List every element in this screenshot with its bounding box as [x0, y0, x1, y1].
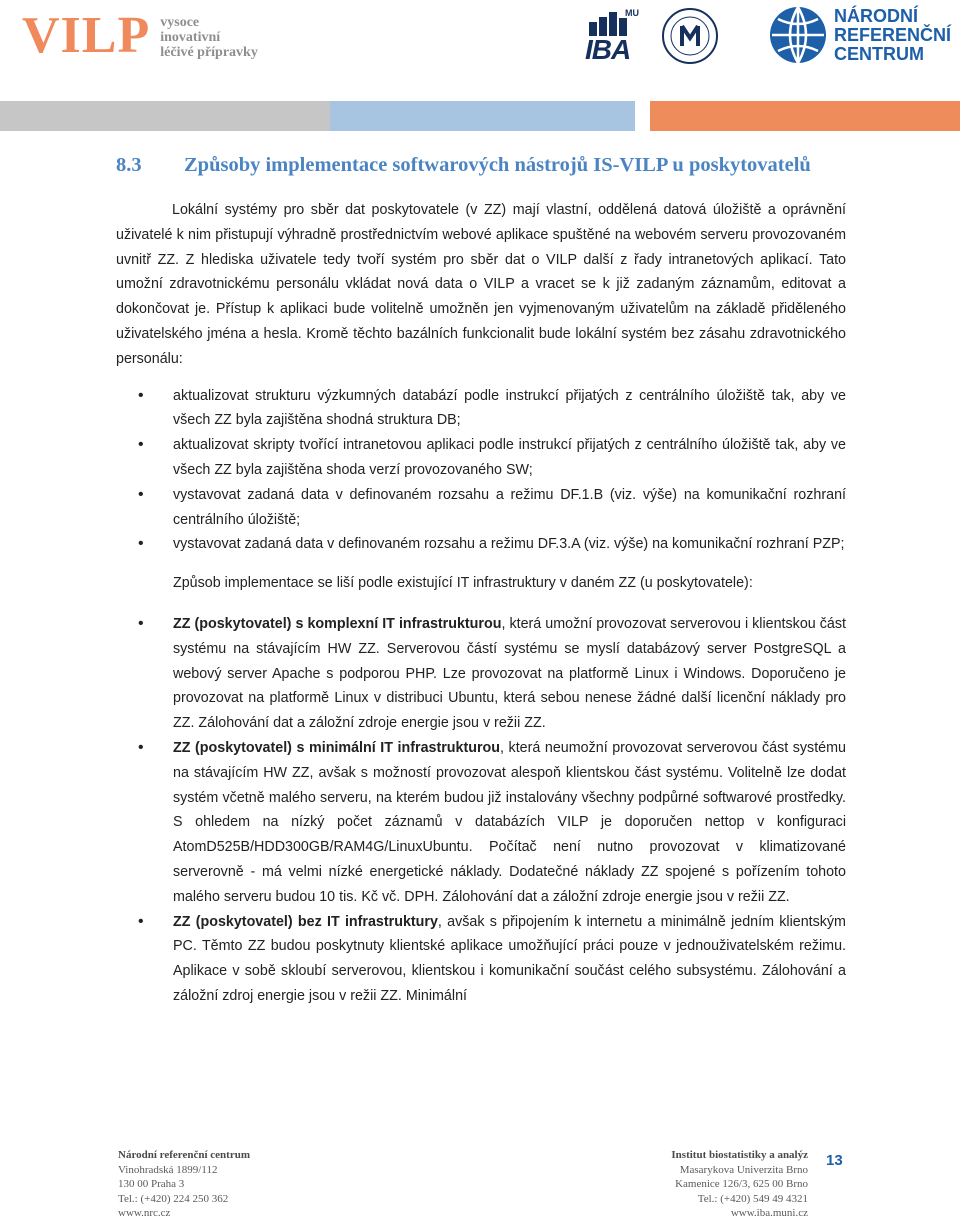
- header-bar-blue: [330, 101, 635, 131]
- footer-iba-address: [671, 1148, 808, 1221]
- page-footer: [0, 1148, 960, 1220]
- header-bar-gray: [118, 101, 330, 131]
- masaryk-university-seal-icon: [660, 6, 720, 66]
- footer-line: Tel.: (+420) 549 49 4321: [697, 1192, 808, 1205]
- options-list: [116, 612, 846, 1009]
- list-item: [116, 910, 846, 1009]
- section-number: 8.3: [116, 154, 142, 176]
- bullet-icon: •: [138, 614, 144, 632]
- list-item: [116, 384, 846, 434]
- page-header: [0, 0, 960, 140]
- option-title: ZZ (poskytovatel) s komplexní IT infrastrukturou: [173, 615, 502, 632]
- list-item: [116, 736, 846, 910]
- option-title: ZZ (poskytovatel) s minimální IT infrastrukturou: [173, 739, 501, 756]
- list-item: [116, 433, 846, 483]
- mu-text: MU: [625, 8, 639, 18]
- footer-org-name: Institut biostatistiky a analýz: [671, 1149, 808, 1161]
- nrc-logo-line: NÁRODNÍ: [834, 6, 918, 26]
- vilp-tagline: [160, 15, 258, 60]
- vilp-tagline-line: inovativní: [160, 30, 221, 45]
- vilp-tagline-line: léčivé přípravky: [160, 45, 258, 60]
- footer-line: Tel.: (+420) 224 250 362: [118, 1192, 229, 1205]
- bullet-icon: •: [138, 485, 144, 503]
- bullet-icon: •: [138, 386, 144, 404]
- bullet-icon: •: [138, 738, 144, 756]
- option-title: ZZ (poskytovatel) bez IT infrastruktury: [173, 913, 438, 930]
- list-item-text: vystavovat zadaná data v definovaném rozsahu a režimu DF.3.A (viz. výše) na komunikační rozhraní PZP;: [173, 536, 845, 553]
- section-heading: [116, 150, 846, 180]
- list-item: [116, 612, 846, 736]
- footer-line: 130 00 Praha 3: [118, 1178, 185, 1190]
- option-text: , která neumožní provozovat serverovou část systému na stávajícím HW ZZ, avšak s možností provozovat alespoň klientskou část systému. Volitelně lze dodat systém včetně malého serveru, na kterém budou již instalovány všechny podpůrné softwarové prostředky. S ohledem na nízký počet záznamů v databázích VILP je doporučen nettop v konfiguraci AtomD525B/HDD300GB/RAM4G/LinuxUbuntu. Počítač není nutno provozovat v klimatizované serverovně - má velmi nízké energetické náklady. Dodatečné náklady ZZ spojené s pořízením tohoto malého serveru budou 10 tis. Kč vč. DPH. Zálohování dat a záložní zdroje energie jsou v režii ZZ.: [173, 739, 846, 905]
- list-item: [116, 532, 846, 557]
- vilp-tagline-line: vysoce: [160, 15, 200, 30]
- bullet-icon: •: [138, 436, 144, 454]
- intro-paragraph: Lokální systémy pro sběr dat poskytovatele (v ZZ) mají vlastní, oddělená datová úložiště a oprávnění uživatelé k nim přistupují výhradně prostřednictvím webové aplikace spuštěné na webovém serveru provozovaném uvnitř ZZ. Z hlediska uživatele tedy tvoří systém pro sběr dat o VILP další z řady intranetových aplikací. Tato umožní zdravotnickému personálu vkládat nová data o VILP a vracet se k již zadaným záznamům, editovat a dokončovat je. Přístup k aplikaci bude volitelně umožněn jen vyjmenovaným uživatelům na základě přiděleného uživatelského jména a hesla. Kromě těchto bazálních funkcionalit bude lokální systém bez zásahu zdravotnického personálu:: [116, 202, 846, 367]
- list-item: [116, 483, 846, 533]
- footer-org-name: Národní referenční centrum: [118, 1149, 250, 1161]
- option-text: , avšak s připojením k internetu a minimálně jedním klientským PC. Těmto ZZ budou poskytnuty klientské aplikace umožňující práci pouze v jednouživatelském režimu. Aplikace v sobě skloubí serverovou, klientskou i komunikační součást celého subsystému. Zálohování a záložní zdroj energie jsou v režii ZZ. Minimální: [173, 913, 846, 1004]
- vilp-logo: [22, 6, 258, 66]
- globe-icon: [768, 5, 830, 67]
- list-item-text: vystavovat zadaná data v definovaném rozsahu a režimu DF.1.B (viz. výše) na komunikační rozhraní centrálního úložiště;: [173, 486, 846, 528]
- nrc-logo: [768, 5, 958, 67]
- header-bar-orange: [650, 101, 960, 131]
- footer-line: Vinohradská 1899/112: [118, 1163, 218, 1176]
- header-bar-gray-left: [0, 101, 118, 131]
- footer-link[interactable]: www.nrc.cz: [118, 1207, 171, 1219]
- section-title: Způsoby implementace softwarových nástrojů IS-VILP u poskytovatelů: [184, 154, 811, 176]
- footer-nrc-address: [118, 1148, 250, 1221]
- footer-link[interactable]: www.iba.muni.cz: [730, 1207, 808, 1219]
- iba-logo-text: IBA: [585, 34, 631, 65]
- list-item-text: aktualizovat strukturu výzkumných databází podle instrukcí přijatých z centrálního úložiště tak, aby ve všech ZZ byla zajištěna shodná struktura DB;: [173, 387, 846, 429]
- implementation-intro: Způsob implementace se liší podle existující IT infrastruktury v daném ZZ (u poskytovatele):: [173, 575, 753, 592]
- footer-line: Masarykova Univerzita Brno: [679, 1163, 808, 1176]
- footer-line: Kamenice 126/3, 625 00 Brno: [675, 1178, 808, 1190]
- bullet-icon: •: [138, 535, 144, 553]
- iba-logo: [585, 8, 645, 66]
- list-item-text: aktualizovat skripty tvořící intranetovou aplikaci podle instrukcí přijatých z centrálního úložiště tak, aby ve všech ZZ byla zajištěna shoda verzí provozovaného SW;: [173, 437, 846, 478]
- duties-list: [116, 384, 846, 558]
- vilp-logo-text: VILP: [22, 7, 151, 64]
- nrc-logo-line: REFERENČNÍ: [834, 25, 952, 45]
- nrc-logo-line: CENTRUM: [834, 44, 924, 64]
- nrc-logo-text: [834, 7, 951, 64]
- page-number: 13: [826, 1152, 843, 1169]
- document-body: [116, 150, 846, 1009]
- option-text: , která umožní provozovat serverovou i klientskou část systému na stávajícím HW ZZ. Serverovou částí systému se myslí databázový server PostgreSQL a webový server Apache s podporou PHP. Lze provozovat na platformě Linux i Windows. Doporučeno je provozovat na platformě Linux v distribuci Ubuntu, která sebou nenese žádné další licenční náklady pro ZZ. Zálohování dat a záložní zdroje energie jsou v režii ZZ.: [173, 615, 846, 732]
- bullet-icon: •: [138, 912, 144, 930]
